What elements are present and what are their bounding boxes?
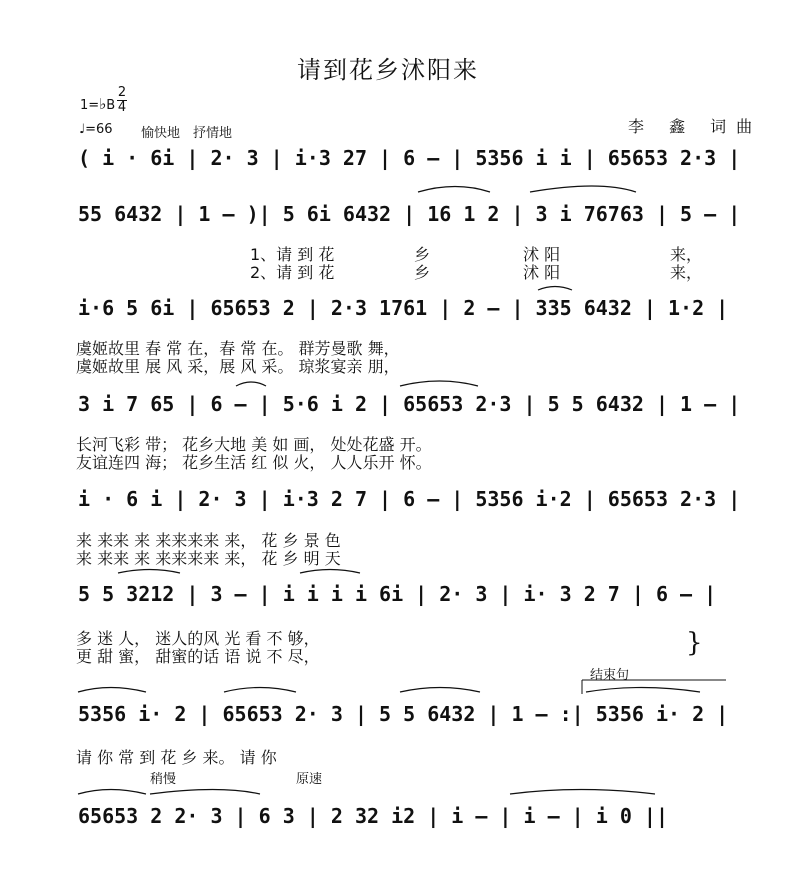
score-line-4: 3 i 7 65 | 6 – | 5·6 i 2 | 65653 2·3 | 5 5 6432 | 1 – |	[78, 392, 741, 416]
slower-mark: 稍慢	[150, 772, 177, 787]
lyric-2c: 沭 阳	[523, 263, 561, 282]
lyric-6a: 多 迷 人， 迷人的风 光 看 不 够，	[76, 629, 320, 648]
lyric-2a: 2、请 到 花	[250, 263, 335, 282]
lyric-4a: 长河飞彩 带； 花乡大地 美 如 画， 处处花盛 开。	[76, 435, 432, 454]
score-line-3: i·6 5 6i | 65653 2 | 2·3 1761 | 2 – | 335 6432 | 1·2 |	[78, 296, 729, 320]
lyric-3a: 虞姬故里 春 常 在，春 常 在。 群芳曼歌 舞，	[76, 339, 400, 358]
time-top: 2	[117, 85, 127, 100]
lyric-1b: 乡	[414, 245, 431, 264]
lyric-7: 请 你 常 到 花 乡 来。 请 你	[76, 748, 277, 767]
score-line-5: i · 6 i | 2· 3 | i·3 2 7 | 6 – | 5356 i·2 | 65653 2·3 |	[78, 487, 741, 511]
lyric-2b: 乡	[414, 263, 431, 282]
lyric-1c: 沭 阳	[523, 245, 561, 264]
lyric-2d: 来，	[670, 263, 703, 282]
lyric-3b: 虞姬故里 展 风 采，展 风 采。 琼浆宴亲 朋，	[76, 357, 400, 376]
composer-credit: 李 鑫 词曲	[628, 117, 763, 136]
mood-1: 愉快地	[141, 126, 181, 141]
key-prefix: 1=	[80, 98, 100, 113]
score-line-7: 5356 i· 2 | 65653 2· 3 | 5 5 6432 | 1 – :| 5356 i· 2 |	[78, 702, 729, 726]
mood-2: 抒情地	[193, 126, 233, 141]
tempo: ♩=66	[79, 122, 113, 137]
flat-sign: ♭	[99, 95, 107, 113]
score-line-8: 65653 2 2· 3 | 6 3 | 2 32 i2 | i – | i – | i 0 ||	[78, 804, 669, 828]
original-tempo-mark: 原速	[296, 772, 323, 787]
score-line-6: 5 5 3212 | 3 – | i i i i 6i | 2· 3 | i· 3 2 7 | 6 – |	[78, 582, 717, 606]
lyric-5b: 来 来来 来 来来来来 来， 花 乡 明 天	[76, 549, 341, 568]
repeat-brace: }	[686, 628, 703, 658]
lyric-1a: 1、请 到 花	[250, 245, 335, 264]
ending-label: 结束句	[590, 668, 630, 683]
lyric-5a: 来 来来 来 来来来来 来， 花 乡 景 色	[76, 531, 341, 550]
lyric-1d: 来，	[670, 245, 703, 264]
score-line-2: 55 6432 | 1 – )| 5 6i 6432 | 16 1 2 | 3 i 76763 | 5 – |	[78, 202, 741, 226]
time-bottom: 4	[117, 100, 127, 115]
score-line-1: ( i · 6i | 2· 3 | i·3 27 | 6 – | 5356 i i | 65653 2·3 |	[78, 146, 741, 170]
lyric-4b: 友谊连四 海； 花乡生活 红 似 火， 人人乐开 怀。	[76, 453, 432, 472]
lyric-6b: 更 甜 蜜， 甜蜜的话 语 说 不 尽，	[76, 647, 320, 666]
song-title: 请到花乡沭阳来	[297, 56, 479, 84]
key-note: B	[106, 98, 116, 113]
